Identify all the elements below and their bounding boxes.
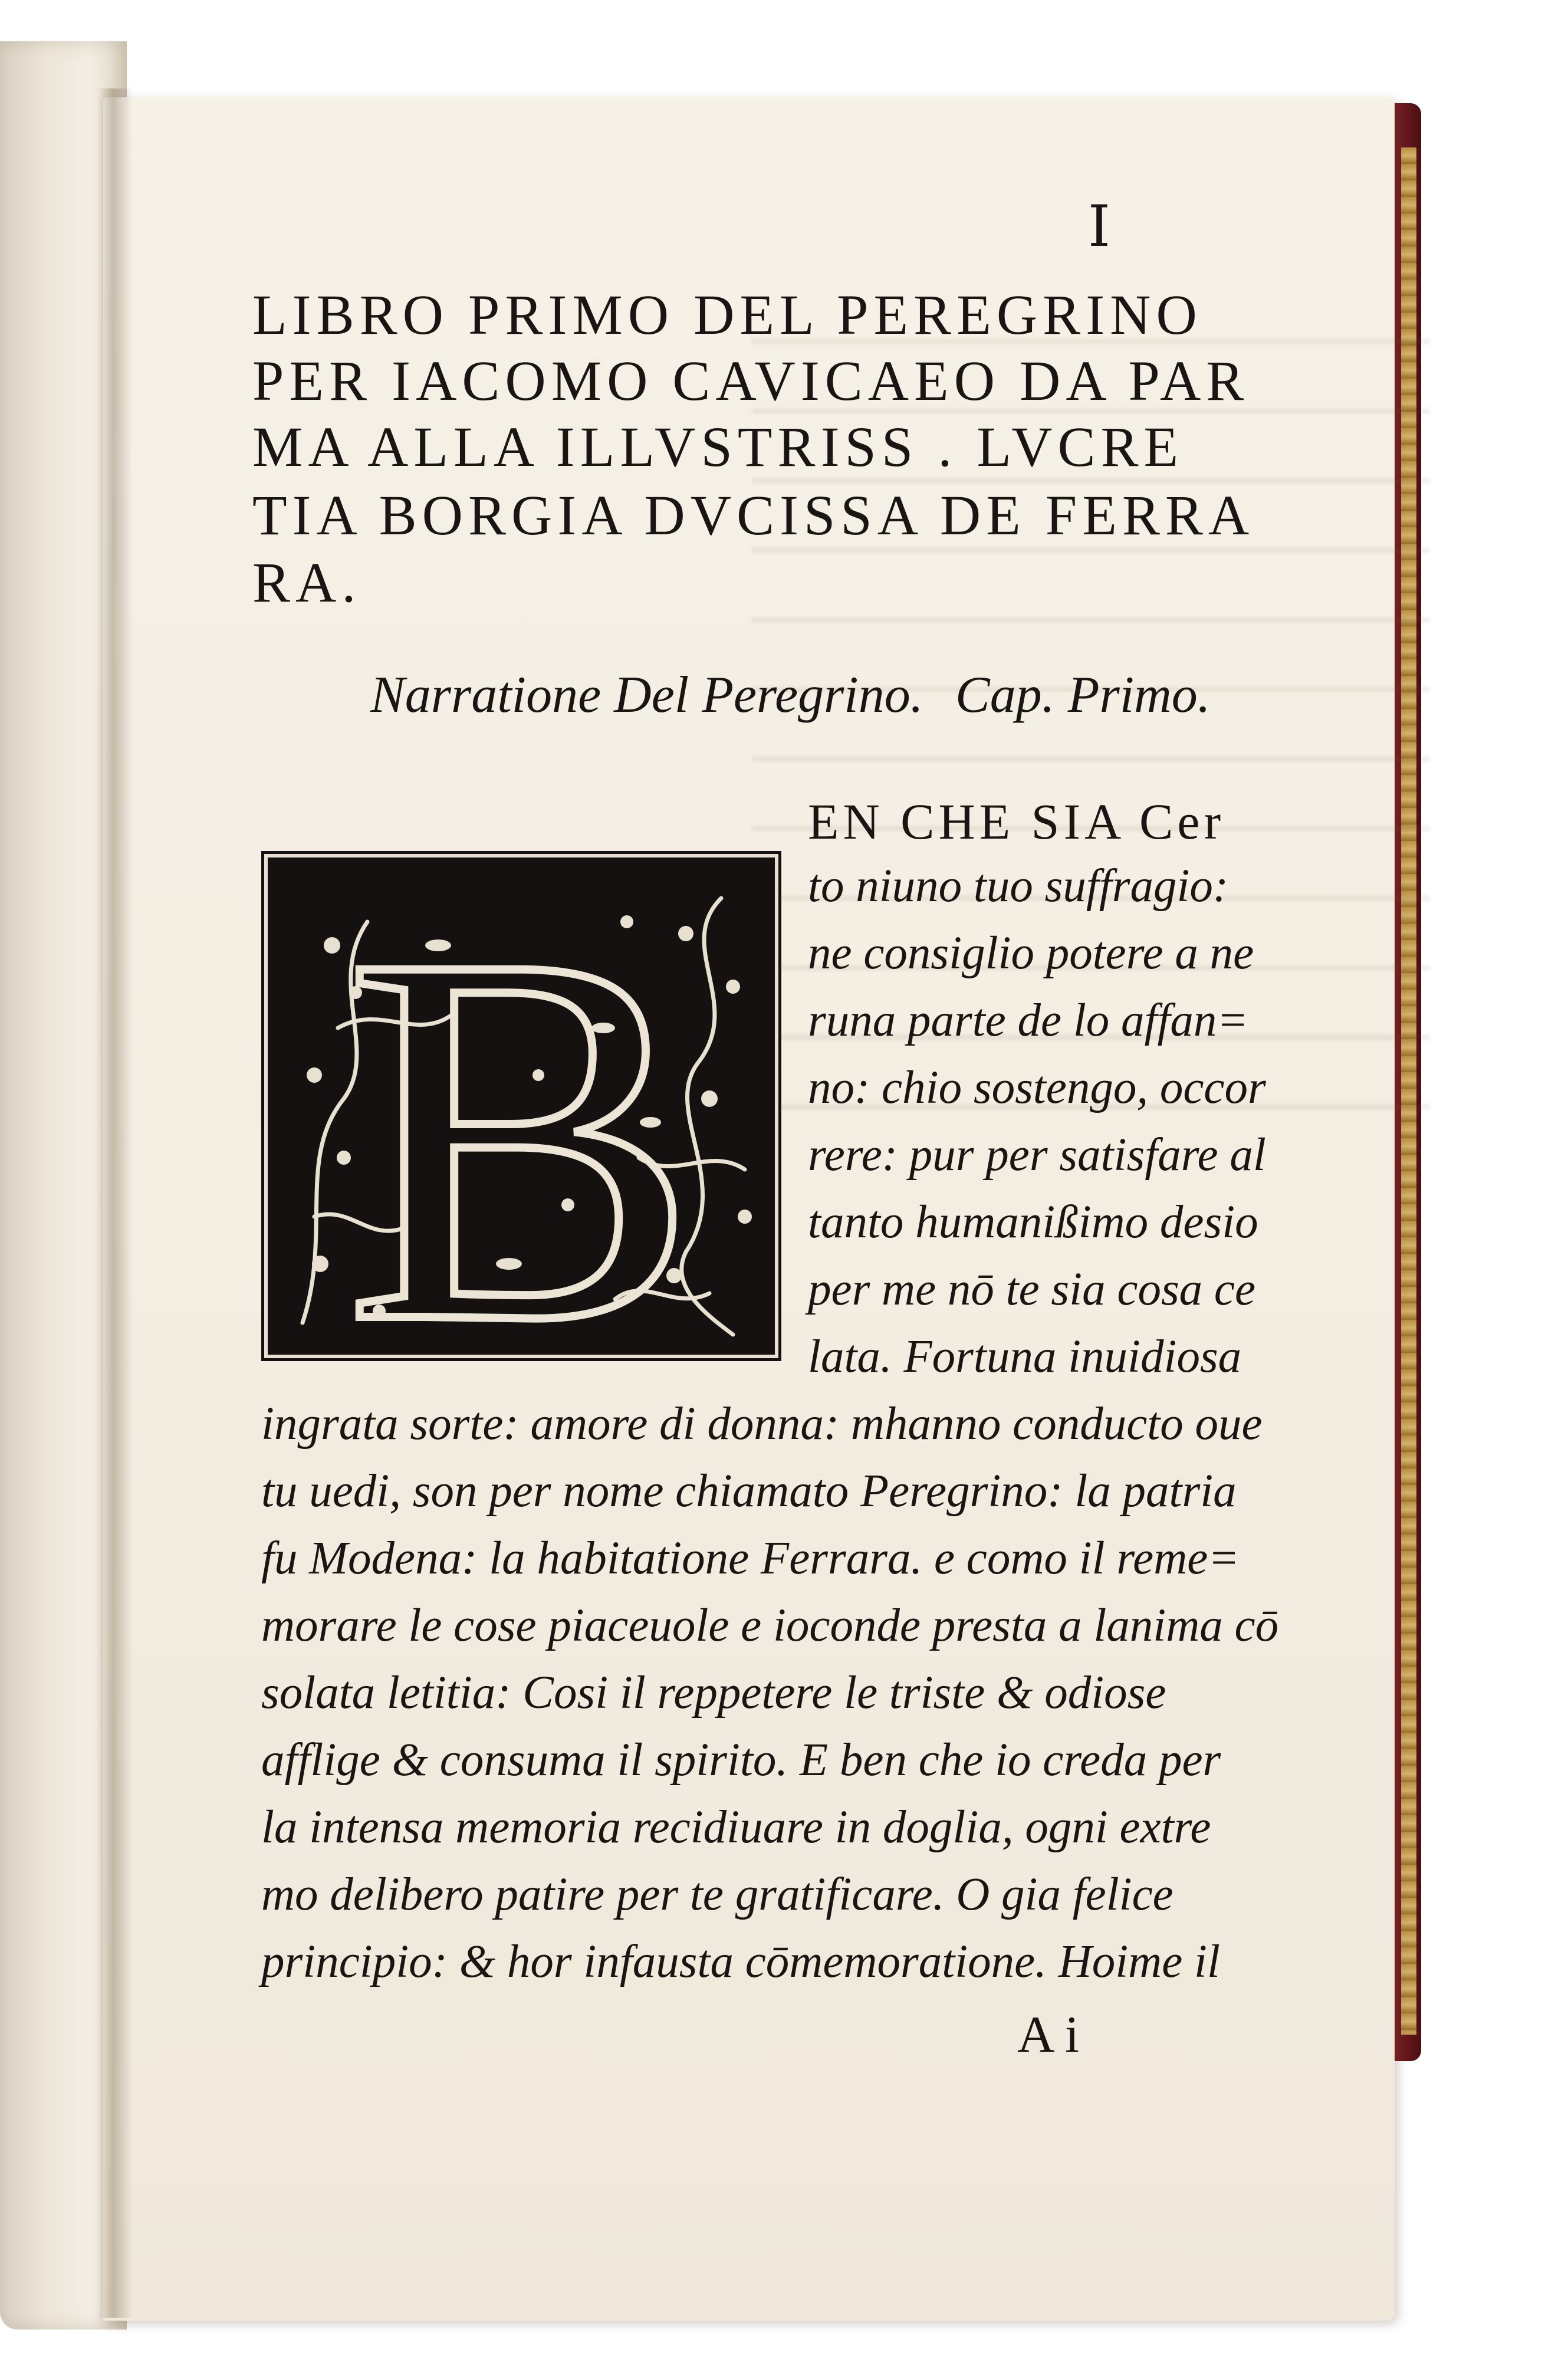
body-line: solata letitia: Cosi il reppetere le triste & odiose [261, 1667, 1166, 1719]
body-line: rere: pur per satisfare al [808, 1129, 1266, 1181]
body-line: afflige & consuma il spirito. E ben che io creda per [261, 1734, 1221, 1786]
woodcut-initial [261, 851, 781, 1361]
body-line: ne consiglio potere a ne [808, 928, 1254, 979]
chapter-heading: Narratione Del Peregrino. [370, 666, 923, 724]
title-line: PER IACOMO CAVICAEO DA PAR [252, 349, 1250, 412]
body-line: no: chio sostengo, occor [808, 1062, 1266, 1113]
body-line: tu uedi, son per nome chiamato Peregrino: la patria [261, 1466, 1237, 1517]
body-line: principio: & hor infausta cōmemoratione. Hoime il [261, 1936, 1220, 1987]
body-line: runa parte de lo affan= [808, 995, 1248, 1046]
body-line: lata. Fortuna inuidiosa [808, 1331, 1242, 1382]
body-line: la intensa memoria recidiuare in doglia, ogni extre [261, 1802, 1211, 1853]
body-line: ingrata sorte: amore di donna: mhanno conducto oue [261, 1398, 1263, 1450]
book-gutter [97, 88, 133, 2318]
body-line: mo delibero patire per te gratificare. O gia felice [261, 1869, 1173, 1920]
body-line: fu Modena: la habitatione Ferrara. e como il reme= [261, 1533, 1240, 1584]
title-line: MA ALLA ILLVSTRISS . LVCRE [252, 415, 1184, 478]
title-line: RA. [252, 551, 361, 614]
title-line: TIA BORGIA DVCISSA DE FERRA [252, 484, 1255, 547]
initial-letter: B [344, 851, 699, 1361]
title-line: LIBRO PRIMO DEL PEREGRINO [252, 283, 1202, 346]
body-line: tanto humanißimo desio [808, 1197, 1258, 1248]
body-line: to niuno tuo suffragio: [808, 860, 1229, 912]
body-line: per me nō te sia cosa ce [808, 1264, 1256, 1315]
body-line: morare le cose piaceuole e ioconde presta a lanima cō [261, 1600, 1279, 1651]
chapter-number: Cap. Primo. [955, 666, 1211, 724]
first-line: EN CHE SIA Cer [808, 793, 1225, 850]
folio-number: I [1088, 193, 1110, 259]
signature-mark: A i [1017, 2006, 1080, 2064]
floral-initial-icon [261, 851, 781, 1361]
